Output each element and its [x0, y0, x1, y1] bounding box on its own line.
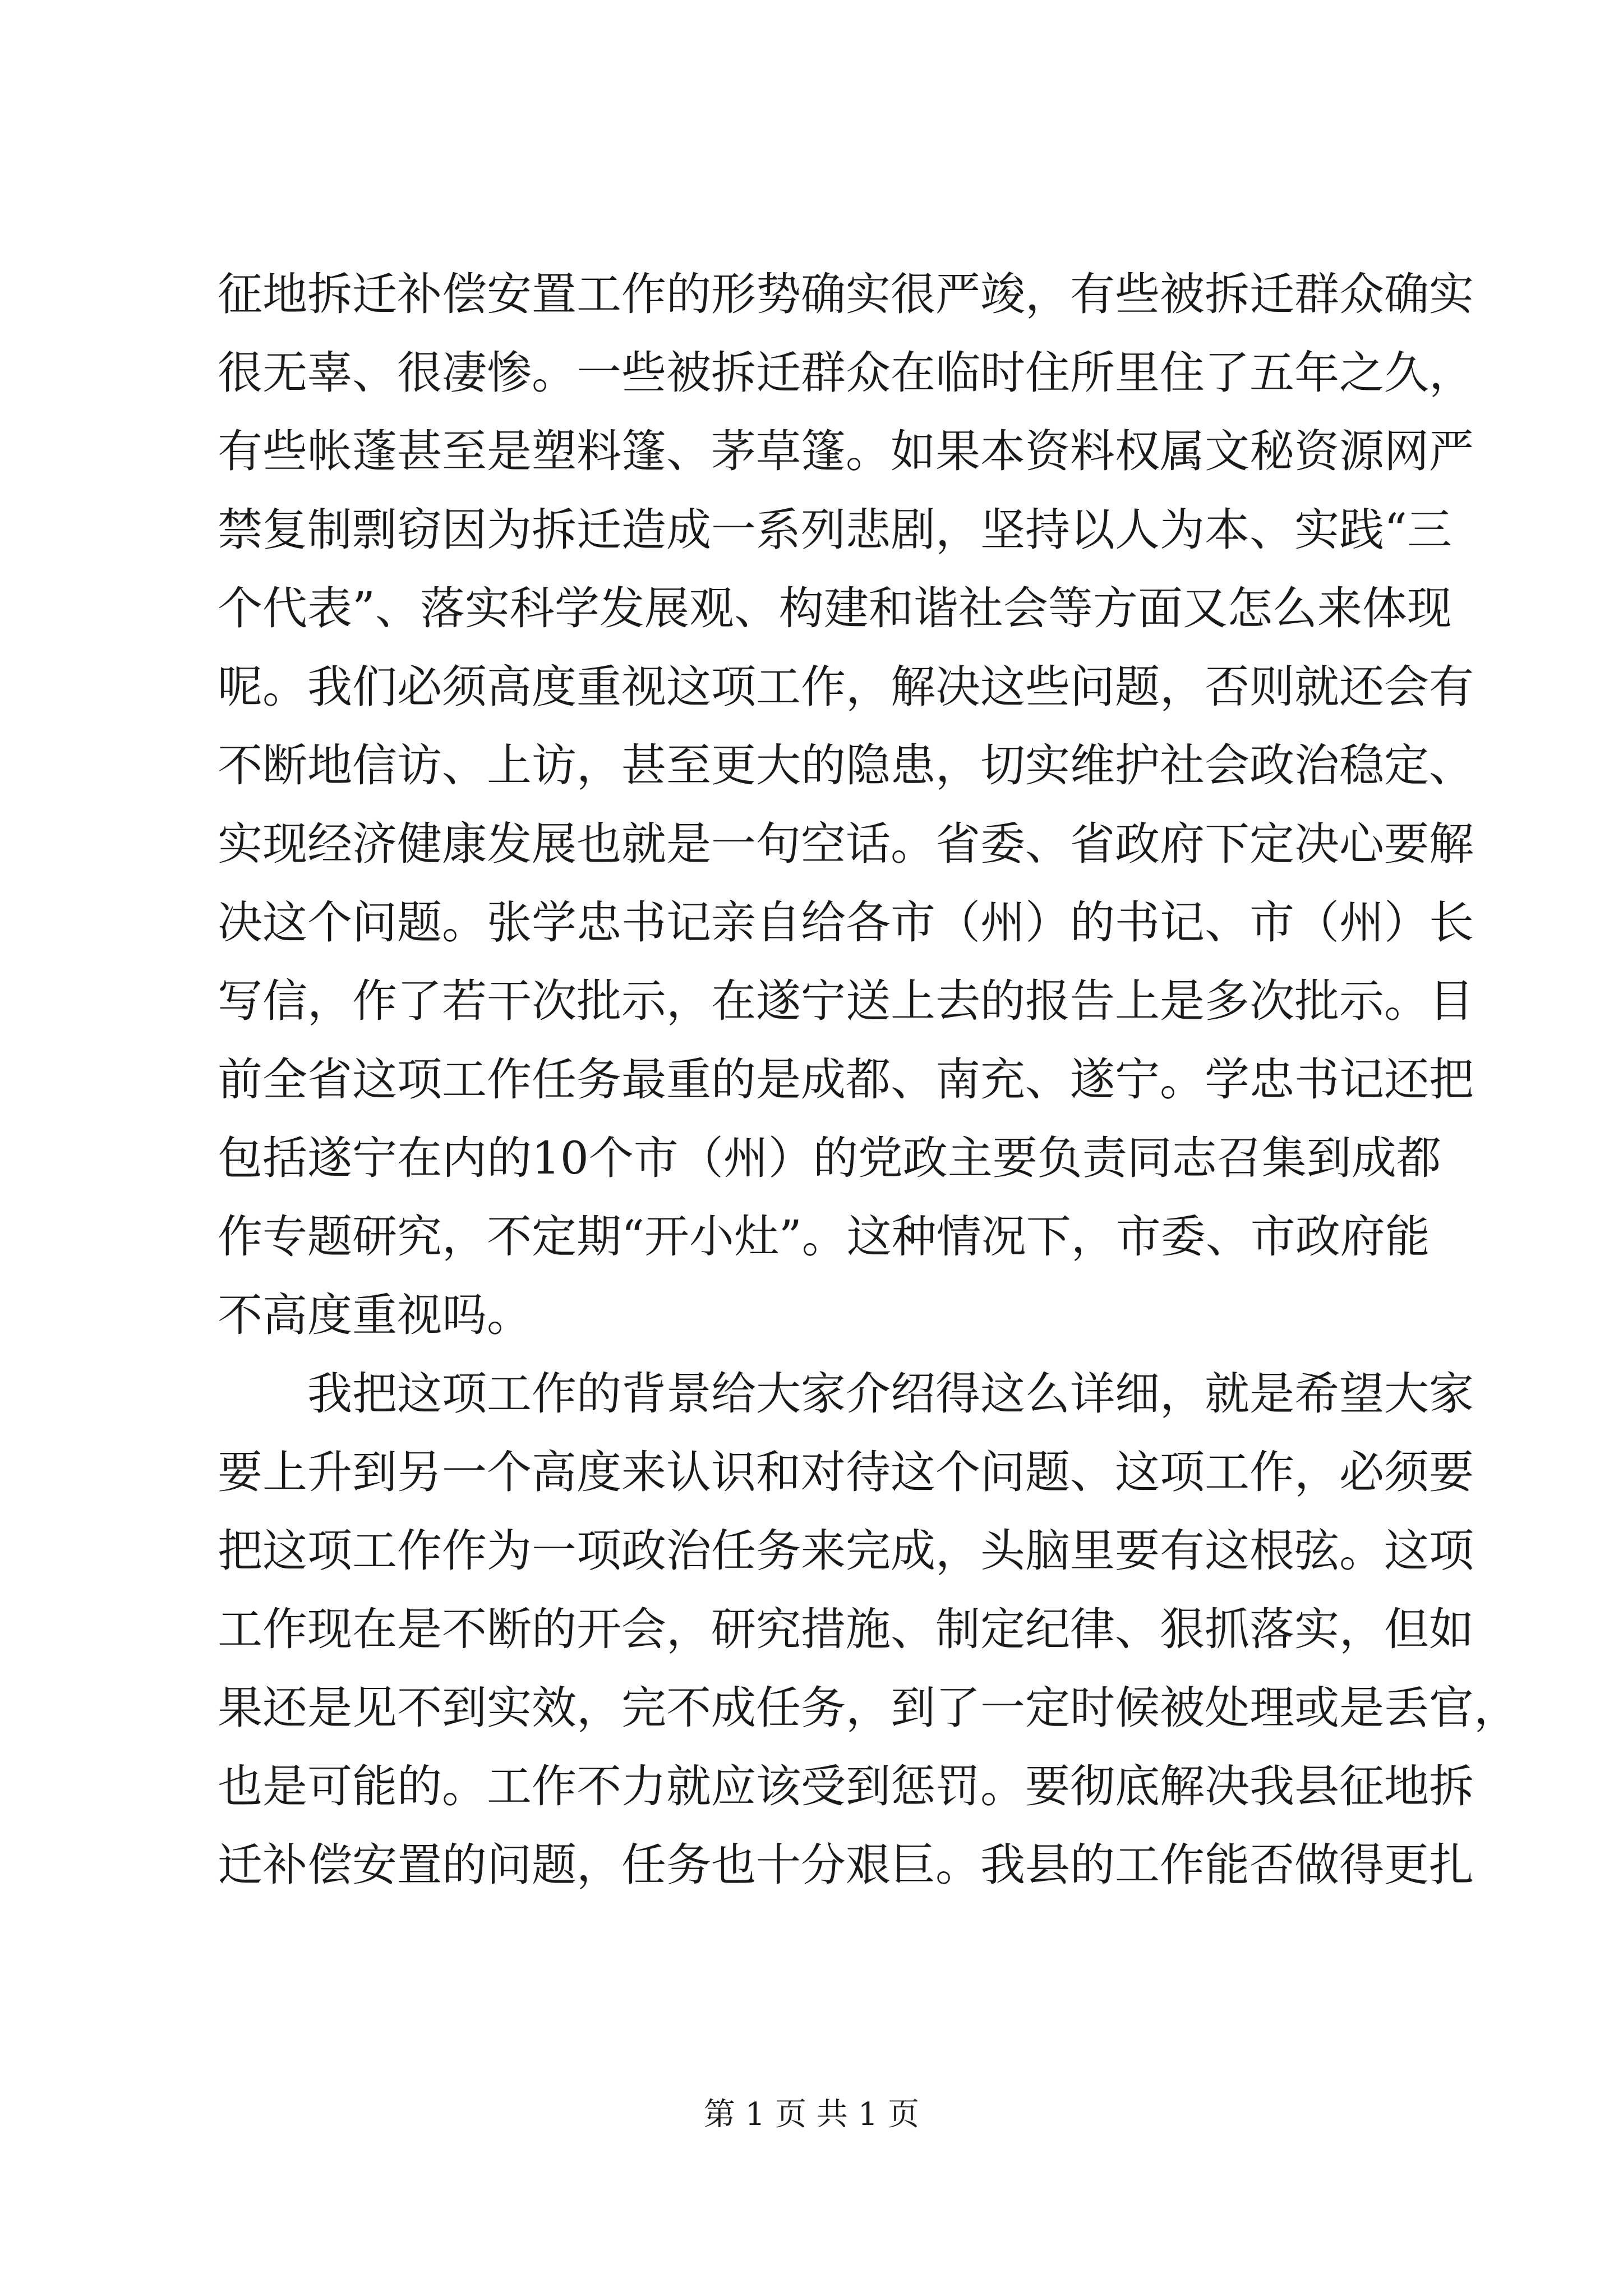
text-line: 征地拆迁补偿安置工作的形势确实很严竣，有些被拆迁群众确实 [218, 268, 1474, 320]
text-line: 工作现在是不断的开会，研究措施、制定纪律、狠抓落实，但如 [218, 1603, 1474, 1655]
text-line: 前全省这项工作任务最重的是成都、南充、遂宁。学忠书记还把 [218, 1053, 1474, 1106]
text-line: 实现经济健康发展也就是一句空话。省委、省政府下定决心要解 [218, 818, 1474, 870]
text-line: 有些帐蓬甚至是塑料篷、茅草篷。如果本资料权属文秘资源网严 [218, 425, 1474, 477]
text-line: 不断地信访、上访，甚至更大的隐患，切实维护社会政治稳定、 [218, 739, 1474, 792]
text-line: 禁复制剽窃因为拆迁造成一系列悲剧，坚持以人为本、实践“三 [218, 504, 1452, 556]
text-line: 把这项工作作为一项政治任务来完成，头脑里要有这根弦。这项 [218, 1525, 1474, 1577]
text-line: 个代表”、落实科学发展观、构建和谐社会等方面又怎么来体现 [218, 582, 1452, 634]
text-line: 很无辜、很凄惨。一些被拆迁群众在临时住所里住了五年之久， [218, 347, 1474, 399]
text-line: 作专题研究，不定期“开小灶”。这种情况下，市委、市政府能 [218, 1211, 1430, 1263]
text-line: 呢。我们必须高度重视这项工作，解决这些问题，否则就还会有 [218, 661, 1474, 713]
text-line: 包括遂宁在内的10个市（州）的党政主要负责同志召集到成都 [218, 1132, 1441, 1184]
text-line: 也是可能的。工作不力就应该受到惩罚。要彻底解决我县征地拆 [218, 1760, 1474, 1812]
text-line: 迁补偿安置的问题，任务也十分艰巨。我县的工作能否做得更扎 [218, 1839, 1474, 1891]
text-line-paragraph-start: 我把这项工作的背景给大家介绍得这么详细，就是希望大家 [307, 1368, 1474, 1420]
text-line: 决这个问题。张学忠书记亲自给各市（州）的书记、市（州）长 [218, 896, 1474, 949]
text-line-paragraph-end: 不高度重视吗。 [218, 1289, 532, 1341]
text-line: 写信，作了若干次批示，在遂宁送上去的报告上是多次批示。目 [218, 975, 1474, 1027]
text-line: 要上升到另一个高度来认识和对待这个问题、这项工作，必须要 [218, 1446, 1474, 1498]
page-footer: 第 1 页 共 1 页 [703, 2096, 920, 2133]
document-body [218, 255, 1519, 1904]
text-line: 果还是见不到实效，完不成任务，到了一定时候被处理或是丢官， [218, 1682, 1519, 1734]
